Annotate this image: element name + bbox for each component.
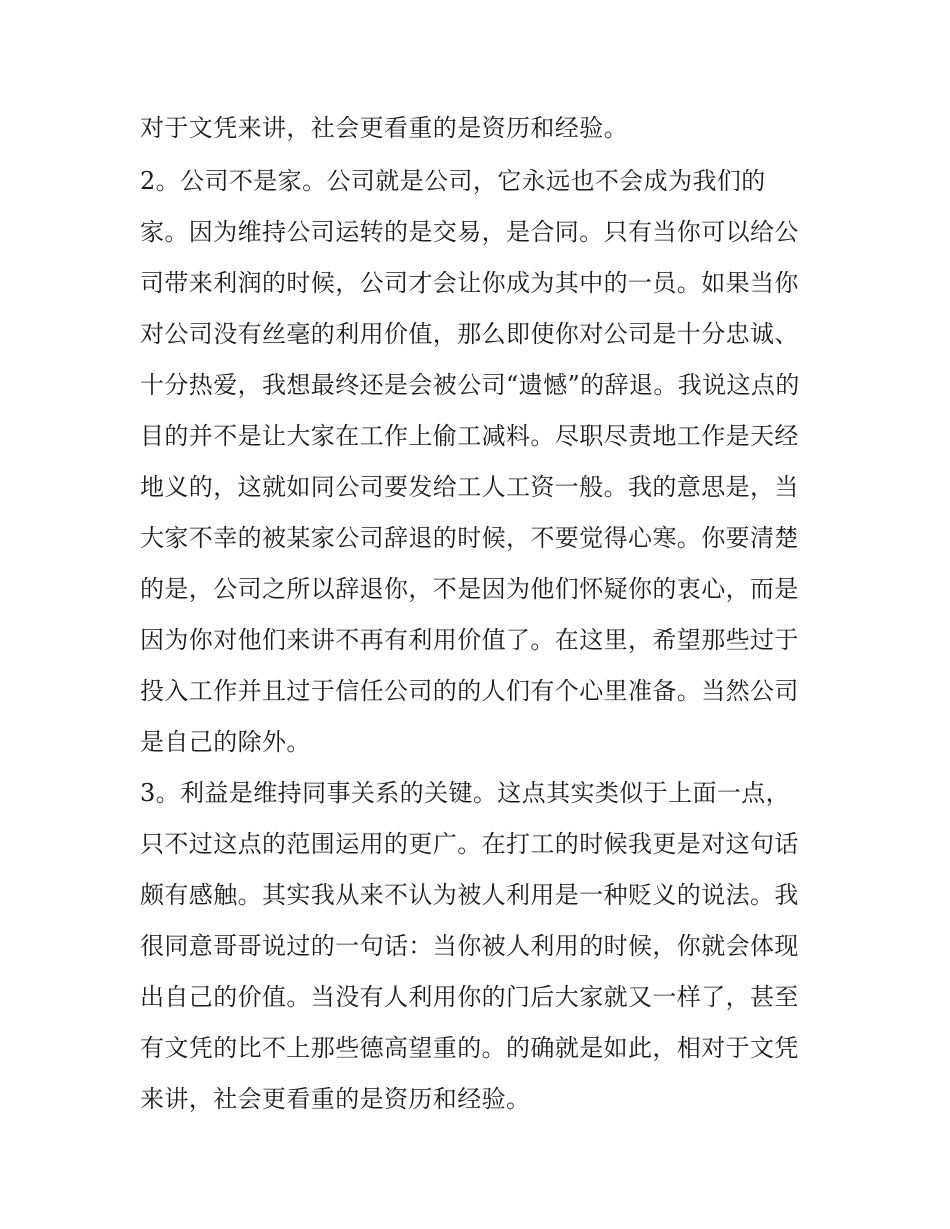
text-line: 对于文凭来讲，社会更看重的是资历和经验。 bbox=[140, 114, 628, 142]
text-line: 颇有感触。其实我从来不认为被人利用是一种贬义的说法。我 bbox=[140, 881, 799, 909]
text-line: 很同意哥哥说过的一句话：当你被人利用的时候，你就会体现 bbox=[140, 932, 799, 960]
text-line: 是自己的除外。 bbox=[140, 728, 311, 756]
text-line: 家。因为维持公司运转的是交易，是合同。只有当你可以给公 bbox=[140, 218, 799, 246]
text-line: 目的并不是让大家在工作上偷工减料。尽职尽责地工作是天经 bbox=[140, 422, 799, 450]
text-line: 地义的，这就如同公司要发给工人工资一般。我的意思是，当 bbox=[140, 473, 799, 501]
text-line: 因为你对他们来讲不再有利用价值了。在这里，希望那些过于 bbox=[140, 626, 799, 654]
text-line: 大家不幸的被某家公司辞退的时候，不要觉得心寒。你要清楚 bbox=[140, 524, 799, 552]
text-line: 对公司没有丝毫的利用价值，那么即使你对公司是十分忠诚、 bbox=[140, 320, 799, 348]
text-line: 投入工作并且过于信任公司的的人们有个心里准备。当然公司 bbox=[140, 677, 799, 705]
text-line: 十分热爱，我想最终还是会被公司“遗憾”的辞退。我说这点的 bbox=[140, 371, 800, 399]
text-line: 司带来利润的时候，公司才会让你成为其中的一员。如果当你 bbox=[140, 269, 799, 297]
text-line: 出自己的价值。当没有人利用你的门后大家就又一样了，甚至 bbox=[140, 983, 799, 1011]
text-line: 3。利益是维持同事关系的关键。这点其实类似于上面一点， bbox=[140, 779, 791, 807]
text-line: 有文凭的比不上那些德高望重的。的确就是如此，相对于文凭 bbox=[140, 1034, 799, 1062]
text-line: 来讲，社会更看重的是资历和经验。 bbox=[140, 1085, 531, 1113]
text-line: 的是，公司之所以辞退你，不是因为他们怀疑你的衷心，而是 bbox=[140, 575, 799, 603]
text-line: 2。公司不是家。公司就是公司，它永远也不会成为我们的 bbox=[140, 167, 766, 195]
text-line: 只不过这点的范围运用的更广。在打工的时候我更是对这句话 bbox=[140, 830, 799, 858]
